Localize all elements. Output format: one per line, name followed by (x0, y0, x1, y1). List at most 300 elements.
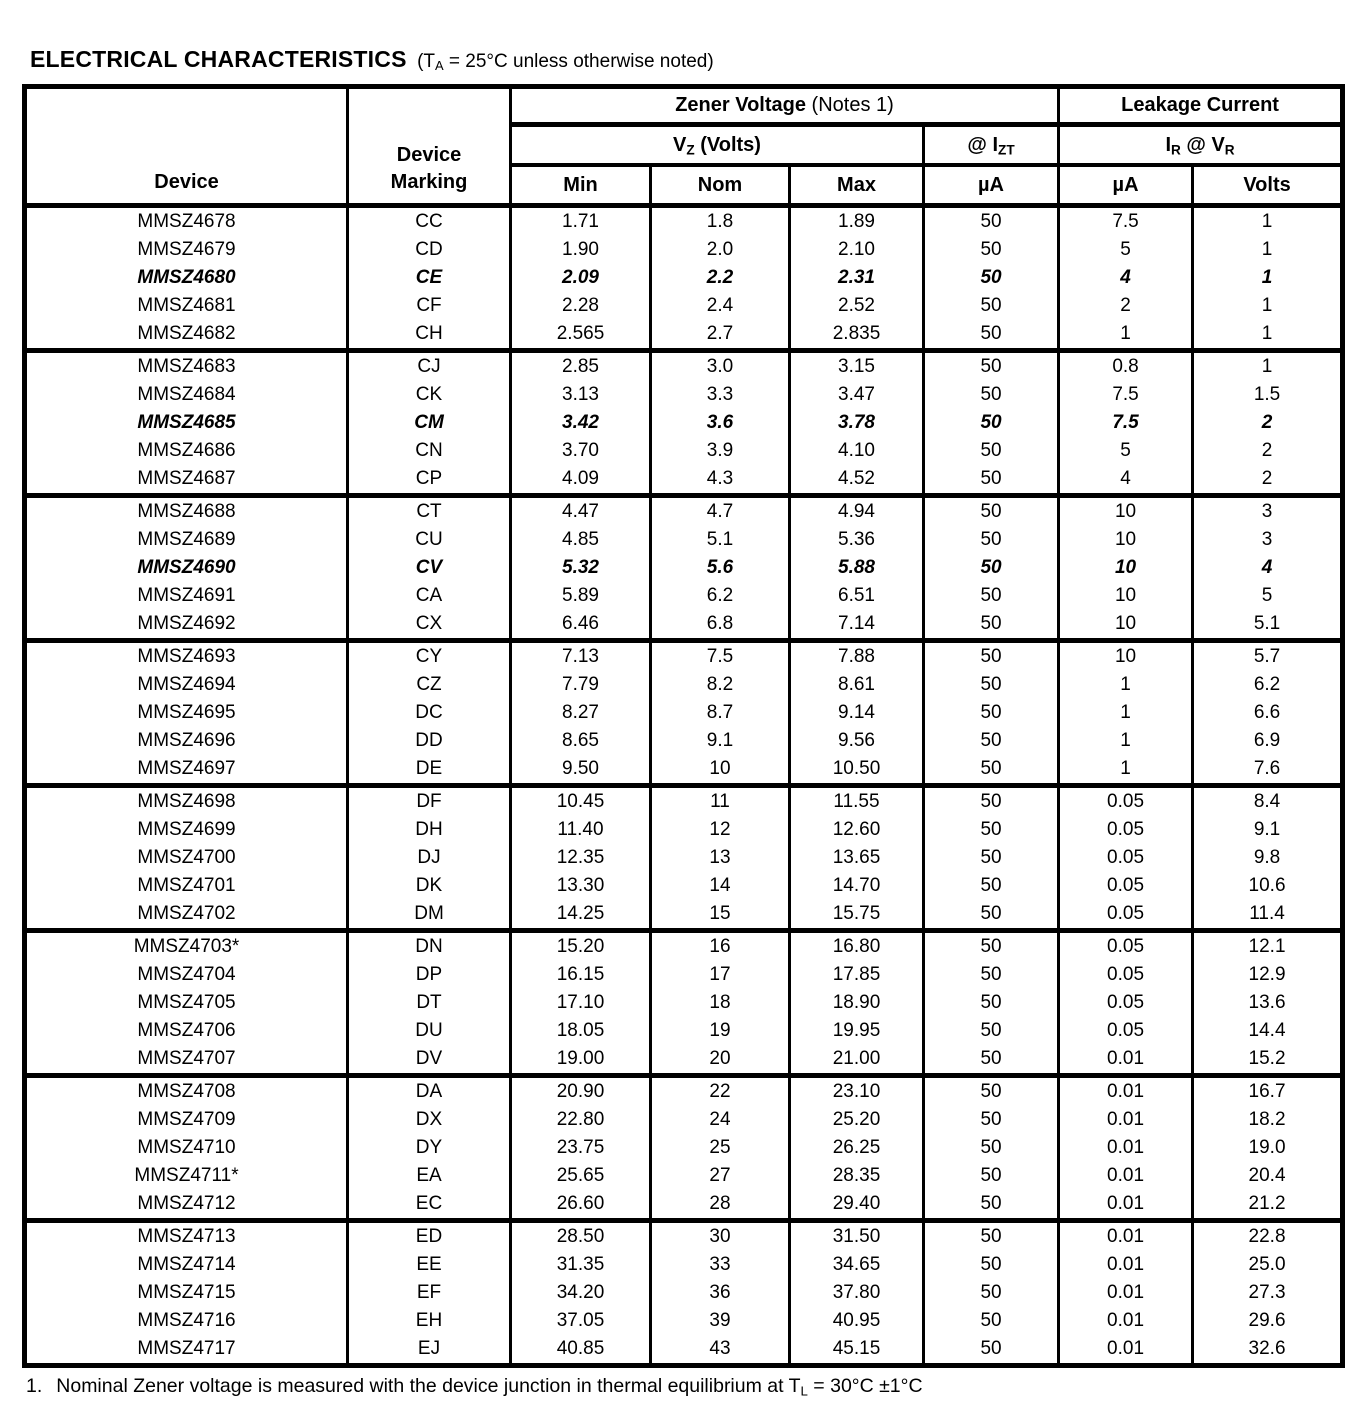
table-cell: 16.15 (511, 961, 651, 989)
col-header-device-marking (348, 87, 511, 206)
device-cell: MMSZ4707 (25, 1045, 348, 1076)
page-title (30, 46, 1349, 73)
device-cell: MMSZ4682 (25, 320, 348, 351)
table-cell: 0.01 (1059, 1162, 1193, 1190)
table-row (25, 1017, 1343, 1045)
table-cell: 0.05 (1059, 844, 1193, 872)
device-group (25, 1221, 1343, 1366)
table-row (25, 1190, 1343, 1221)
table-row (25, 1251, 1343, 1279)
table-cell: 23.75 (511, 1134, 651, 1162)
table-cell: 3 (1193, 526, 1343, 554)
vr-symbol: @ V (1180, 133, 1225, 156)
table-row (25, 1134, 1343, 1162)
table-cell: 1.89 (790, 206, 924, 237)
table-cell: 50 (924, 641, 1059, 672)
table-row (25, 437, 1343, 465)
table-cell: 9.8 (1193, 844, 1343, 872)
table-cell: 0.05 (1059, 931, 1193, 962)
table-cell: 29.6 (1193, 1307, 1343, 1335)
table-row (25, 671, 1343, 699)
table-cell: CY (348, 641, 511, 672)
table-cell: CC (348, 206, 511, 237)
table-cell: 1 (1059, 755, 1193, 786)
device-cell: MMSZ4697 (25, 755, 348, 786)
table-cell: DM (348, 900, 511, 931)
table-cell: 50 (924, 351, 1059, 382)
table-cell: 18.05 (511, 1017, 651, 1045)
table-cell: 11.4 (1193, 900, 1343, 931)
table-cell: 3.9 (651, 437, 790, 465)
table-cell: 4 (1059, 465, 1193, 496)
device-cell: MMSZ4703* (25, 931, 348, 962)
table-cell: 1 (1193, 206, 1343, 237)
col-subheader-ir-at-vr (1059, 125, 1343, 166)
table-cell: 21.2 (1193, 1190, 1343, 1221)
device-cell: MMSZ4713 (25, 1221, 348, 1252)
table-cell: 15.75 (790, 900, 924, 931)
table-cell: 10 (1059, 610, 1193, 641)
col-group-zener-voltage (511, 87, 1059, 125)
device-cell: MMSZ4687 (25, 465, 348, 496)
table-cell: 14 (651, 872, 790, 900)
table-cell: 34.20 (511, 1279, 651, 1307)
table-cell: CT (348, 496, 511, 527)
table-row (25, 554, 1343, 582)
table-cell: 22 (651, 1076, 790, 1107)
table-cell: 12.1 (1193, 931, 1343, 962)
table-cell: 2.2 (651, 264, 790, 292)
table-cell: EH (348, 1307, 511, 1335)
table-row (25, 1162, 1343, 1190)
table-row (25, 1279, 1343, 1307)
table-cell: 27 (651, 1162, 790, 1190)
table-cell: 39 (651, 1307, 790, 1335)
table-cell: 5.6 (651, 554, 790, 582)
device-group (25, 931, 1343, 1076)
table-row (25, 1335, 1343, 1366)
table-cell: 40.95 (790, 1307, 924, 1335)
table-cell: 1 (1059, 699, 1193, 727)
table-cell: 0.01 (1059, 1106, 1193, 1134)
table-cell: 10 (651, 755, 790, 786)
table-cell: 2.10 (790, 236, 924, 264)
table-cell: 50 (924, 872, 1059, 900)
table-cell: 28.50 (511, 1221, 651, 1252)
table-cell: DP (348, 961, 511, 989)
table-cell: 50 (924, 844, 1059, 872)
device-cell: MMSZ4692 (25, 610, 348, 641)
table-cell: 2.7 (651, 320, 790, 351)
table-cell: 28 (651, 1190, 790, 1221)
vz-units: (Volts) (694, 133, 761, 156)
table-cell: 15.2 (1193, 1045, 1343, 1076)
table-cell: 50 (924, 236, 1059, 264)
table-cell: 50 (924, 496, 1059, 527)
col-header-max: Max (790, 165, 924, 206)
table-cell: 13.30 (511, 872, 651, 900)
table-cell: 12 (651, 816, 790, 844)
device-cell: MMSZ4704 (25, 961, 348, 989)
table-cell: 5 (1059, 236, 1193, 264)
table-cell: 1 (1193, 264, 1343, 292)
table-cell: 50 (924, 264, 1059, 292)
device-cell: MMSZ4717 (25, 1335, 348, 1366)
table-cell: 32.6 (1193, 1335, 1343, 1366)
table-cell: 12.35 (511, 844, 651, 872)
table-cell: 30 (651, 1221, 790, 1252)
col-header-izt-ua: µA (924, 165, 1059, 206)
table-cell: 40.85 (511, 1335, 651, 1366)
table-cell: 16.7 (1193, 1076, 1343, 1107)
table-row (25, 582, 1343, 610)
table-cell: 5.1 (1193, 610, 1343, 641)
table-cell: 7.5 (651, 641, 790, 672)
table-cell: EC (348, 1190, 511, 1221)
table-cell: 0.01 (1059, 1279, 1193, 1307)
table-cell: 4.52 (790, 465, 924, 496)
table-row (25, 526, 1343, 554)
table-cell: 6.46 (511, 610, 651, 641)
table-row (25, 381, 1343, 409)
table-cell: 1 (1059, 671, 1193, 699)
table-cell: 50 (924, 1279, 1059, 1307)
table-cell: 3 (1193, 496, 1343, 527)
table-cell: 8.2 (651, 671, 790, 699)
table-cell: 10 (1059, 496, 1193, 527)
table-cell: 10 (1059, 582, 1193, 610)
table-cell: 50 (924, 1017, 1059, 1045)
table-cell: 5 (1193, 582, 1343, 610)
table-cell: 3.13 (511, 381, 651, 409)
footnote (26, 1375, 1349, 1398)
table-cell: CA (348, 582, 511, 610)
table-cell: 6.8 (651, 610, 790, 641)
table-cell: 0.01 (1059, 1076, 1193, 1107)
device-cell: MMSZ4708 (25, 1076, 348, 1107)
table-cell: 3.3 (651, 381, 790, 409)
table-cell: 0.05 (1059, 900, 1193, 931)
table-cell: 2.31 (790, 264, 924, 292)
table-cell: 50 (924, 381, 1059, 409)
table-cell: 50 (924, 931, 1059, 962)
device-cell: MMSZ4696 (25, 727, 348, 755)
table-row (25, 465, 1343, 496)
table-cell: 2.4 (651, 292, 790, 320)
table-cell: 8.27 (511, 699, 651, 727)
footnote-number: 1. (26, 1375, 43, 1397)
table-cell: 6.2 (651, 582, 790, 610)
col-header-device: Device (25, 87, 348, 206)
table-cell: 17 (651, 961, 790, 989)
table-cell: 2.28 (511, 292, 651, 320)
table-cell: 2 (1059, 292, 1193, 320)
table-cell: DF (348, 786, 511, 817)
izt-symbol: @ I (967, 133, 999, 156)
table-cell: 5.1 (651, 526, 790, 554)
table-cell: 50 (924, 292, 1059, 320)
device-marking-line1: Device (396, 144, 462, 166)
table-cell: 13.6 (1193, 989, 1343, 1017)
table-cell: 5.89 (511, 582, 651, 610)
table-cell: 3.6 (651, 409, 790, 437)
table-cell: 7.6 (1193, 755, 1343, 786)
table-cell: 26.60 (511, 1190, 651, 1221)
table-cell: 16.80 (790, 931, 924, 962)
table-cell: 5.32 (511, 554, 651, 582)
table-cell: 2.835 (790, 320, 924, 351)
table-cell: 33 (651, 1251, 790, 1279)
table-row (25, 1045, 1343, 1076)
title-condition-subscript: A (435, 58, 444, 74)
table-cell: 0.05 (1059, 1017, 1193, 1045)
table-row (25, 786, 1343, 817)
table-cell: DA (348, 1076, 511, 1107)
table-cell: 9.56 (790, 727, 924, 755)
table-cell: 20.90 (511, 1076, 651, 1107)
table-row (25, 816, 1343, 844)
izt-subscript: ZT (998, 141, 1015, 157)
table-cell: 7.79 (511, 671, 651, 699)
table-cell: CX (348, 610, 511, 641)
table-cell: 2 (1193, 437, 1343, 465)
device-cell: MMSZ4710 (25, 1134, 348, 1162)
title-condition (417, 51, 714, 72)
table-cell: 50 (924, 1307, 1059, 1335)
table-cell: 26.25 (790, 1134, 924, 1162)
table-cell: 50 (924, 1190, 1059, 1221)
footnote-text: Nominal Zener voltage is measured with the device junction in thermal equilibrium at T (56, 1375, 801, 1397)
table-cell: 50 (924, 699, 1059, 727)
table-cell: 7.5 (1059, 409, 1193, 437)
table-row (25, 900, 1343, 931)
device-cell: MMSZ4711* (25, 1162, 348, 1190)
table-cell: 27.3 (1193, 1279, 1343, 1307)
table-row (25, 1221, 1343, 1252)
table-cell: CU (348, 526, 511, 554)
device-cell: MMSZ4679 (25, 236, 348, 264)
table-cell: 31.35 (511, 1251, 651, 1279)
table-cell: 9.1 (1193, 816, 1343, 844)
table-cell: 2.0 (651, 236, 790, 264)
table-cell: 50 (924, 582, 1059, 610)
table-cell: 50 (924, 526, 1059, 554)
table-cell: 7.13 (511, 641, 651, 672)
vz-symbol: V (673, 133, 687, 156)
device-cell: MMSZ4678 (25, 206, 348, 237)
table-cell: 19.0 (1193, 1134, 1343, 1162)
table-cell: 50 (924, 1106, 1059, 1134)
device-cell: MMSZ4716 (25, 1307, 348, 1335)
table-cell: 25.65 (511, 1162, 651, 1190)
table-cell: 1 (1193, 351, 1343, 382)
device-cell: MMSZ4706 (25, 1017, 348, 1045)
table-cell: CD (348, 236, 511, 264)
table-cell: CK (348, 381, 511, 409)
table-cell: 37.80 (790, 1279, 924, 1307)
table-cell: EE (348, 1251, 511, 1279)
table-cell: 50 (924, 900, 1059, 931)
table-row (25, 872, 1343, 900)
table-cell: CE (348, 264, 511, 292)
table-cell: 0.01 (1059, 1134, 1193, 1162)
table-cell: 17.85 (790, 961, 924, 989)
table-cell: 1.90 (511, 236, 651, 264)
table-cell: 50 (924, 671, 1059, 699)
table-cell: 2.09 (511, 264, 651, 292)
table-cell: 11.40 (511, 816, 651, 844)
electrical-characteristics-table (22, 84, 1345, 1368)
col-subheader-at-izt (924, 125, 1059, 166)
device-cell: MMSZ4685 (25, 409, 348, 437)
table-cell: EF (348, 1279, 511, 1307)
device-cell: MMSZ4686 (25, 437, 348, 465)
footnote-subscript: L (800, 1383, 808, 1399)
table-cell: 50 (924, 1162, 1059, 1190)
table-row (25, 351, 1343, 382)
table-cell: 6.9 (1193, 727, 1343, 755)
table-cell: DH (348, 816, 511, 844)
table-cell: 15 (651, 900, 790, 931)
device-cell: MMSZ4701 (25, 872, 348, 900)
table-cell: 8.7 (651, 699, 790, 727)
table-cell: 36 (651, 1279, 790, 1307)
table-cell: 17.10 (511, 989, 651, 1017)
device-cell: MMSZ4690 (25, 554, 348, 582)
table-cell: 5.88 (790, 554, 924, 582)
title-text: ELECTRICAL CHARACTERISTICS (30, 46, 407, 72)
table-cell: CJ (348, 351, 511, 382)
col-group-leakage-current: Leakage Current (1059, 87, 1343, 125)
vr-subscript: R (1224, 141, 1235, 157)
table-cell: 0.05 (1059, 786, 1193, 817)
table-cell: 50 (924, 206, 1059, 237)
table-row (25, 931, 1343, 962)
table-cell: 1 (1193, 320, 1343, 351)
table-cell: 50 (924, 1134, 1059, 1162)
device-group (25, 206, 1343, 351)
device-cell: MMSZ4684 (25, 381, 348, 409)
table-cell: 6.2 (1193, 671, 1343, 699)
table-cell: 7.5 (1059, 381, 1193, 409)
table-row (25, 264, 1343, 292)
device-cell: MMSZ4689 (25, 526, 348, 554)
table-cell: 7.14 (790, 610, 924, 641)
table-cell: 3.70 (511, 437, 651, 465)
table-cell: 50 (924, 1251, 1059, 1279)
table-row (25, 989, 1343, 1017)
table-cell: 43 (651, 1335, 790, 1366)
table-cell: 3.47 (790, 381, 924, 409)
table-cell: 13 (651, 844, 790, 872)
table-cell: 13.65 (790, 844, 924, 872)
table-cell: EJ (348, 1335, 511, 1366)
table-cell: 14.25 (511, 900, 651, 931)
table-cell: 6.6 (1193, 699, 1343, 727)
table-cell: 10 (1059, 641, 1193, 672)
table-cell: 5.7 (1193, 641, 1343, 672)
table-cell: 0.01 (1059, 1221, 1193, 1252)
table-cell: 0.01 (1059, 1335, 1193, 1366)
table-cell: 50 (924, 465, 1059, 496)
table-cell: CV (348, 554, 511, 582)
table-cell: 9.1 (651, 727, 790, 755)
table-cell: DD (348, 727, 511, 755)
device-cell: MMSZ4715 (25, 1279, 348, 1307)
table-cell: 0.05 (1059, 989, 1193, 1017)
table-cell: DX (348, 1106, 511, 1134)
table-cell: 19.95 (790, 1017, 924, 1045)
table-cell: 0.01 (1059, 1251, 1193, 1279)
table-row (25, 1076, 1343, 1107)
table-cell: 0.05 (1059, 816, 1193, 844)
table-row (25, 496, 1343, 527)
table-cell: 14.70 (790, 872, 924, 900)
device-group (25, 786, 1343, 931)
device-group (25, 496, 1343, 641)
col-header-nom: Nom (651, 165, 790, 206)
ir-symbol: I (1165, 133, 1171, 156)
device-cell: MMSZ4712 (25, 1190, 348, 1221)
table-cell: 15.20 (511, 931, 651, 962)
table-cell: 12.60 (790, 816, 924, 844)
device-cell: MMSZ4705 (25, 989, 348, 1017)
table-cell: ED (348, 1221, 511, 1252)
table-cell: 31.50 (790, 1221, 924, 1252)
table-cell: 0.01 (1059, 1307, 1193, 1335)
table-cell: 50 (924, 610, 1059, 641)
table-cell: 0.05 (1059, 961, 1193, 989)
table-row (25, 727, 1343, 755)
device-cell: MMSZ4714 (25, 1251, 348, 1279)
table-header (25, 87, 1343, 206)
footnote-text-end: = 30°C ±1°C (807, 1375, 923, 1397)
table-cell: 23.10 (790, 1076, 924, 1107)
table-cell: DU (348, 1017, 511, 1045)
table-cell: CF (348, 292, 511, 320)
table-cell: 28.35 (790, 1162, 924, 1190)
table-row (25, 292, 1343, 320)
device-cell: MMSZ4698 (25, 786, 348, 817)
table-cell: 34.65 (790, 1251, 924, 1279)
device-group (25, 351, 1343, 496)
device-cell: MMSZ4699 (25, 816, 348, 844)
table-cell: 3.42 (511, 409, 651, 437)
table-cell: 21.00 (790, 1045, 924, 1076)
table-cell: 50 (924, 1221, 1059, 1252)
table-cell: 4.94 (790, 496, 924, 527)
title-condition-suffix: = 25°C unless otherwise noted) (443, 51, 714, 72)
table-cell: 0.05 (1059, 872, 1193, 900)
table-cell: 9.14 (790, 699, 924, 727)
device-cell: MMSZ4709 (25, 1106, 348, 1134)
table-cell: 29.40 (790, 1190, 924, 1221)
table-cell: 10.6 (1193, 872, 1343, 900)
table-cell: 0.01 (1059, 1190, 1193, 1221)
table-cell: EA (348, 1162, 511, 1190)
table-row (25, 409, 1343, 437)
table-cell: 1 (1193, 236, 1343, 264)
table-cell: 2 (1193, 409, 1343, 437)
table-cell: DV (348, 1045, 511, 1076)
table-cell: 0.01 (1059, 1045, 1193, 1076)
col-header-min: Min (511, 165, 651, 206)
table-cell: 12.9 (1193, 961, 1343, 989)
table-cell: 4.85 (511, 526, 651, 554)
table-cell: 4.47 (511, 496, 651, 527)
title-condition-prefix: (T (417, 51, 436, 72)
table-cell: 16 (651, 931, 790, 962)
